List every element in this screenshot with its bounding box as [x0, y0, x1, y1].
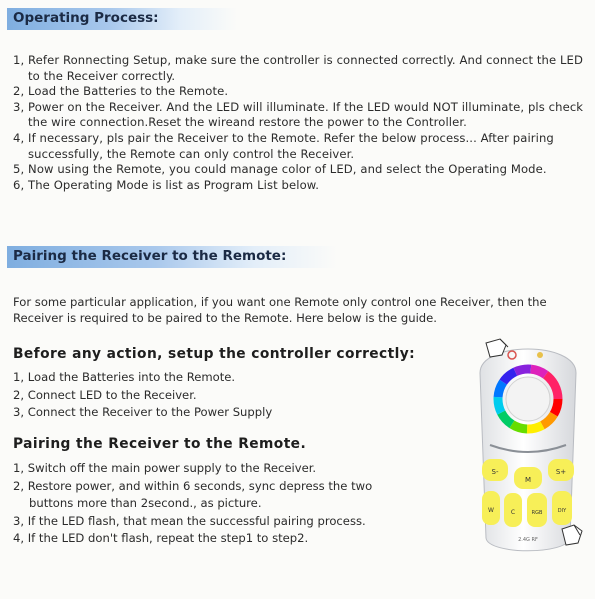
- setup-heading: Before any action, setup the controller correctly:: [13, 346, 416, 362]
- setup-item: 3, Connect the Receiver to the Power Supply: [13, 405, 273, 419]
- diy-button: [552, 491, 572, 525]
- white-button: [482, 491, 500, 525]
- svg-text:M: M: [524, 476, 532, 484]
- svg-text:S+: S+: [555, 468, 567, 476]
- indicator-icon: [537, 352, 543, 358]
- pairing-step: 3, If the LED flash, that mean the successful pairing process.: [13, 513, 366, 528]
- setup-list: [13, 369, 413, 422]
- setup-item: 2, Connect LED to the Receiver.: [13, 387, 197, 402]
- speed-up-button: [548, 459, 574, 481]
- press-hand-icon: [562, 525, 582, 545]
- operating-step: 3, Power on the Receiver. And the LED will illuminate. If the LED would NOT illuminate, pls check the wire connection.Reset the wireand restore the power to the Controller.: [13, 99, 584, 130]
- operating-step: 2, Load the Batteries to the Remote.: [13, 84, 229, 99]
- pairing-step-continued: buttons more than 2second., as picture.: [29, 496, 262, 510]
- pairing-section-title: Pairing the Receiver to the Remote:: [13, 248, 287, 264]
- svg-text:C: C: [510, 509, 516, 516]
- operating-step: 4, If necessary, pls pair the Receiver to the Remote. Refer the below process... After pairing successfully, the Remote can only control the Receiver.: [13, 130, 554, 161]
- operating-process-header: [7, 8, 237, 30]
- rgb-button: [527, 493, 547, 527]
- color-button: [504, 493, 522, 527]
- brand-label: 2.4G RF: [518, 537, 538, 543]
- pairing-intro: For some particular application, if you want one Remote only control one Receiver, then the Receiver is required to be paired to the Remote. Here below is the guide.: [13, 295, 547, 325]
- svg-text:W: W: [488, 507, 494, 514]
- mode-button: [514, 467, 542, 489]
- pairing-steps-list: [13, 460, 413, 548]
- operating-process-title: Operating Process:: [13, 10, 159, 26]
- speed-down-button: [482, 459, 508, 481]
- operating-process-steps: [13, 53, 591, 193]
- setup-item: 1, Load the Batteries into the Remote.: [13, 370, 236, 384]
- svg-text:DIY: DIY: [557, 508, 567, 514]
- pairing-step: 2, Restore power, and within 6 seconds, sync depress the two: [13, 478, 373, 493]
- pairing-step: 1, Switch off the main power supply to the Receiver.: [13, 461, 317, 475]
- color-wheel: [498, 369, 558, 429]
- pairing-step: 4, If the LED don't flash, repeat the step1 to step2.: [13, 531, 309, 545]
- operating-step: 5, Now using the Remote, you could manage color of LED, and select the Operating Mode.: [13, 162, 547, 177]
- pairing-section-header: [7, 246, 337, 268]
- pairing-steps-heading: Pairing the Receiver to the Remote.: [13, 436, 307, 452]
- remote-illustration: [466, 333, 590, 561]
- operating-step: 6, The Operating Mode is list as Program List below.: [13, 177, 320, 192]
- operating-step: 1, Refer Ronnecting Setup, make sure the controller is connected correctly. And connect the LED to the Receiver correctly.: [13, 53, 584, 83]
- svg-text:S-: S-: [491, 468, 499, 476]
- svg-text:RGB: RGB: [531, 510, 543, 516]
